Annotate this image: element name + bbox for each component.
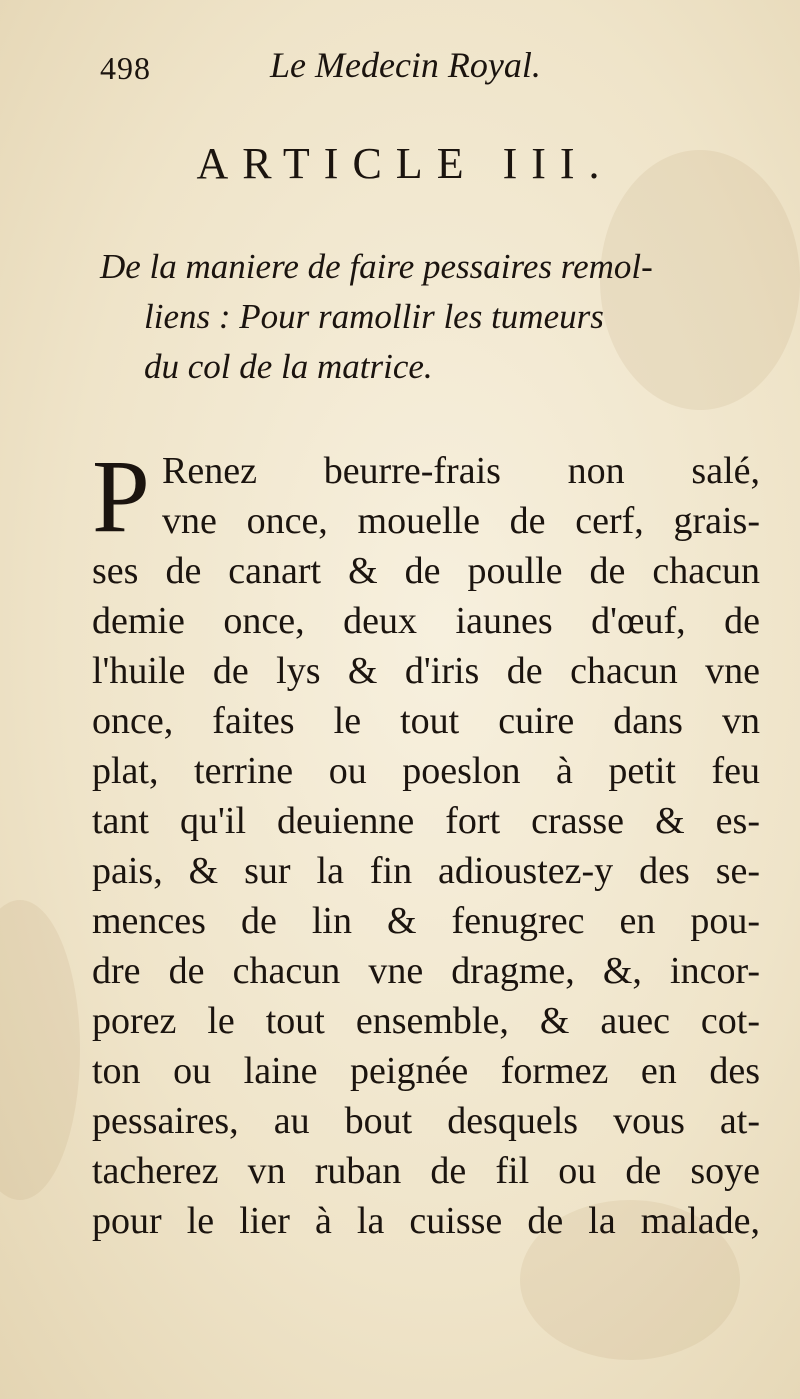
body-line: tant qu'il deuienne fort crasse & es-	[92, 800, 760, 842]
body-line: demie once, deux iaunes d'œuf, de	[92, 600, 760, 642]
body-line: dre de chacun vne dragme, &, incor-	[92, 950, 760, 992]
body-line: pais, & sur la fin adioustez-y des se-	[92, 850, 760, 892]
subtitle-line: du col de la matrice.	[144, 347, 433, 386]
running-title: Le Medecin Royal.	[270, 45, 541, 85]
page-number: 498	[100, 50, 151, 86]
body-line: vne once, mouelle de cerf, grais-	[162, 500, 760, 542]
drop-cap: P	[92, 439, 150, 554]
body-line: once, faites le tout cuire dans vn	[92, 700, 760, 742]
body-line: tacherez vn ruban de fil ou de soye	[92, 1150, 760, 1192]
subtitle-line: liens : Pour ramollir les tumeurs	[144, 297, 604, 336]
body-line: mences de lin & fenugrec en pou-	[92, 900, 760, 942]
body-text	[92, 439, 760, 1246]
body-line: Renez beurre-frais non salé,	[162, 450, 760, 492]
body-line: pour le lier à la cuisse de la malade,	[92, 1200, 760, 1242]
body-line: ses de canart & de poulle de chacun	[92, 550, 760, 592]
article-subtitle	[100, 242, 760, 392]
subtitle-line: De la maniere de faire pessaires remol-	[100, 247, 653, 286]
page-header	[100, 40, 700, 90]
article-heading: ARTICLE III.	[196, 139, 614, 188]
body-line: ton ou laine peignée formez en des	[92, 1050, 760, 1092]
paper-stain	[0, 900, 80, 1200]
body-line: pessaires, au bout desquels vous at-	[92, 1100, 760, 1142]
body-line: porez le tout ensemble, & auec cot-	[92, 1000, 760, 1042]
body-line: plat, terrine ou poeslon à petit feu	[92, 750, 760, 792]
body-line: l'huile de lys & d'iris de chacun vne	[92, 650, 760, 692]
